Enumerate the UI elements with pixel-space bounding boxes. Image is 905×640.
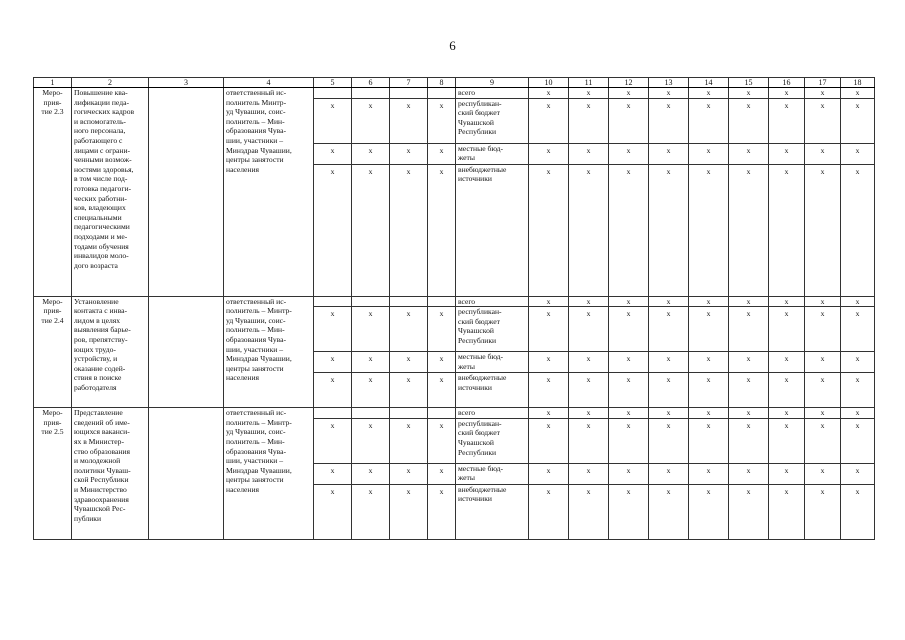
cell-col-18: x bbox=[841, 143, 875, 164]
cell-col-14: x bbox=[689, 352, 729, 373]
cell-col-15: x bbox=[729, 408, 769, 419]
cell-col-6 bbox=[352, 408, 390, 419]
cell-col-6 bbox=[352, 296, 390, 307]
funding-source-label: внебюджетные источники bbox=[456, 484, 529, 539]
cell-col-15: x bbox=[729, 463, 769, 484]
cell-col-17: x bbox=[805, 418, 841, 463]
cell-col-16: x bbox=[769, 484, 805, 539]
measure-3-source-row bbox=[34, 408, 875, 419]
measure-executors: ответственный ис- полнитель – Минтр- уд Чувашии, соис- полнитель – Мин- образования Чува- шии, участники – Минздрав Чувашии, центры занятости населения bbox=[224, 408, 314, 540]
cell-col-12: x bbox=[609, 484, 649, 539]
cell-col-8 bbox=[428, 408, 456, 419]
column-header-9: 9 bbox=[456, 78, 529, 88]
cell-col-18: x bbox=[841, 373, 875, 408]
measure-executors: ответственный ис- полнитель Минтр- уд Чувашии, соис- полнитель – Мин- образования Чува- шии, участники – Минздрав Чувашии, центры занятости населения bbox=[224, 88, 314, 297]
cell-col-16: x bbox=[769, 307, 805, 352]
cell-col-6: x bbox=[352, 373, 390, 408]
cell-col-16: x bbox=[769, 418, 805, 463]
cell-col-16: x bbox=[769, 88, 805, 99]
cell-col-14: x bbox=[689, 164, 729, 296]
cell-col-16: x bbox=[769, 98, 805, 143]
cell-col-11: x bbox=[569, 88, 609, 99]
funding-source-label: местные бюд- жеты bbox=[456, 463, 529, 484]
empty-column-3 bbox=[149, 296, 224, 408]
cell-col-5 bbox=[314, 296, 352, 307]
cell-col-8: x bbox=[428, 143, 456, 164]
funding-source-label: республикан- ский бюджет Чувашской Республики bbox=[456, 418, 529, 463]
cell-col-7 bbox=[390, 408, 428, 419]
cell-col-8: x bbox=[428, 463, 456, 484]
cell-col-10: x bbox=[529, 307, 569, 352]
cell-col-5 bbox=[314, 88, 352, 99]
cell-col-11: x bbox=[569, 484, 609, 539]
cell-col-18: x bbox=[841, 484, 875, 539]
cell-col-5 bbox=[314, 408, 352, 419]
cell-col-11: x bbox=[569, 307, 609, 352]
cell-col-5: x bbox=[314, 352, 352, 373]
cell-col-12: x bbox=[609, 352, 649, 373]
cell-col-17: x bbox=[805, 352, 841, 373]
measure-id: Меро- прия- тие 2.3 bbox=[34, 88, 72, 297]
column-header-15: 15 bbox=[729, 78, 769, 88]
cell-col-13: x bbox=[649, 98, 689, 143]
cell-col-11: x bbox=[569, 98, 609, 143]
cell-col-18: x bbox=[841, 418, 875, 463]
cell-col-18: x bbox=[841, 352, 875, 373]
cell-col-5: x bbox=[314, 98, 352, 143]
cell-col-5: x bbox=[314, 164, 352, 296]
column-header-11: 11 bbox=[569, 78, 609, 88]
column-header-10: 10 bbox=[529, 78, 569, 88]
cell-col-18: x bbox=[841, 463, 875, 484]
program-table bbox=[33, 77, 875, 540]
cell-col-7: x bbox=[390, 307, 428, 352]
measure-2-source-row bbox=[34, 296, 875, 307]
cell-col-8: x bbox=[428, 164, 456, 296]
cell-col-15: x bbox=[729, 484, 769, 539]
cell-col-17: x bbox=[805, 484, 841, 539]
cell-col-13: x bbox=[649, 143, 689, 164]
funding-source-label: всего bbox=[456, 88, 529, 99]
cell-col-13: x bbox=[649, 373, 689, 408]
cell-col-11: x bbox=[569, 463, 609, 484]
column-header-8: 8 bbox=[428, 78, 456, 88]
cell-col-8: x bbox=[428, 484, 456, 539]
cell-col-16: x bbox=[769, 296, 805, 307]
cell-col-11: x bbox=[569, 164, 609, 296]
cell-col-13: x bbox=[649, 352, 689, 373]
cell-col-6: x bbox=[352, 418, 390, 463]
funding-source-label: республикан- ский бюджет Чувашской Республики bbox=[456, 307, 529, 352]
column-number-row bbox=[34, 78, 875, 88]
cell-col-16: x bbox=[769, 143, 805, 164]
cell-col-16: x bbox=[769, 408, 805, 419]
page-number: 6 bbox=[449, 38, 456, 53]
cell-col-12: x bbox=[609, 98, 649, 143]
cell-col-10: x bbox=[529, 352, 569, 373]
cell-col-6: x bbox=[352, 484, 390, 539]
cell-col-15: x bbox=[729, 352, 769, 373]
cell-col-14: x bbox=[689, 296, 729, 307]
cell-col-5: x bbox=[314, 484, 352, 539]
empty-column-3 bbox=[149, 408, 224, 540]
cell-col-10: x bbox=[529, 463, 569, 484]
cell-col-14: x bbox=[689, 373, 729, 408]
cell-col-12: x bbox=[609, 88, 649, 99]
column-header-1: 1 bbox=[34, 78, 72, 88]
cell-col-15: x bbox=[729, 296, 769, 307]
cell-col-12: x bbox=[609, 307, 649, 352]
cell-col-11: x bbox=[569, 408, 609, 419]
cell-col-10: x bbox=[529, 143, 569, 164]
cell-col-18: x bbox=[841, 164, 875, 296]
column-header-16: 16 bbox=[769, 78, 805, 88]
cell-col-13: x bbox=[649, 164, 689, 296]
cell-col-15: x bbox=[729, 98, 769, 143]
cell-col-10: x bbox=[529, 98, 569, 143]
column-header-6: 6 bbox=[352, 78, 390, 88]
cell-col-17: x bbox=[805, 88, 841, 99]
funding-source-label: местные бюд- жеты bbox=[456, 352, 529, 373]
column-header-4: 4 bbox=[224, 78, 314, 88]
cell-col-6: x bbox=[352, 352, 390, 373]
cell-col-8 bbox=[428, 296, 456, 307]
cell-col-5: x bbox=[314, 307, 352, 352]
column-header-7: 7 bbox=[390, 78, 428, 88]
cell-col-6: x bbox=[352, 307, 390, 352]
cell-col-17: x bbox=[805, 408, 841, 419]
cell-col-8: x bbox=[428, 307, 456, 352]
cell-col-14: x bbox=[689, 98, 729, 143]
cell-col-12: x bbox=[609, 408, 649, 419]
cell-col-12: x bbox=[609, 373, 649, 408]
cell-col-7: x bbox=[390, 484, 428, 539]
empty-column-3 bbox=[149, 88, 224, 297]
cell-col-12: x bbox=[609, 296, 649, 307]
cell-col-17: x bbox=[805, 296, 841, 307]
cell-col-11: x bbox=[569, 352, 609, 373]
cell-col-7: x bbox=[390, 373, 428, 408]
measure-description: Повышение ква- лификации педа- гогических кадров и вспомогатель- ного персонала, работающего с лицами с ограни- ченными возмож- ностями здоровья, в том числе под- готовка педагоги- ческих работни- ков, владеющих специальными педагогическими подходами и ме- тодами обучения инвалидов моло- дого возраста bbox=[72, 88, 149, 297]
cell-col-10: x bbox=[529, 88, 569, 99]
cell-col-7: x bbox=[390, 352, 428, 373]
measure-1-source-row bbox=[34, 88, 875, 99]
column-header-18: 18 bbox=[841, 78, 875, 88]
measure-description: Установление контакта с инва- лидом в целях выявления барье- ров, препятству- ющих трудо- устройству, и оказание содей- ствия в поиске работодателя bbox=[72, 296, 149, 408]
cell-col-6: x bbox=[352, 143, 390, 164]
cell-col-18: x bbox=[841, 88, 875, 99]
cell-col-14: x bbox=[689, 143, 729, 164]
cell-col-11: x bbox=[569, 296, 609, 307]
funding-source-label: внебюджетные источники bbox=[456, 164, 529, 296]
cell-col-10: x bbox=[529, 296, 569, 307]
cell-col-18: x bbox=[841, 307, 875, 352]
cell-col-8: x bbox=[428, 352, 456, 373]
cell-col-13: x bbox=[649, 88, 689, 99]
cell-col-5: x bbox=[314, 143, 352, 164]
cell-col-10: x bbox=[529, 484, 569, 539]
cell-col-7: x bbox=[390, 164, 428, 296]
cell-col-12: x bbox=[609, 463, 649, 484]
measure-id: Меро- прия- тие 2.5 bbox=[34, 408, 72, 540]
cell-col-5: x bbox=[314, 418, 352, 463]
cell-col-6 bbox=[352, 88, 390, 99]
funding-source-label: местные бюд- жеты bbox=[456, 143, 529, 164]
cell-col-7: x bbox=[390, 463, 428, 484]
cell-col-8: x bbox=[428, 418, 456, 463]
cell-col-11: x bbox=[569, 143, 609, 164]
cell-col-16: x bbox=[769, 352, 805, 373]
cell-col-14: x bbox=[689, 418, 729, 463]
cell-col-13: x bbox=[649, 418, 689, 463]
cell-col-13: x bbox=[649, 296, 689, 307]
cell-col-18: x bbox=[841, 98, 875, 143]
cell-col-10: x bbox=[529, 373, 569, 408]
cell-col-8 bbox=[428, 88, 456, 99]
cell-col-15: x bbox=[729, 418, 769, 463]
funding-source-label: всего bbox=[456, 408, 529, 419]
cell-col-12: x bbox=[609, 164, 649, 296]
cell-col-15: x bbox=[729, 307, 769, 352]
funding-source-label: всего bbox=[456, 296, 529, 307]
measure-id: Меро- прия- тие 2.4 bbox=[34, 296, 72, 408]
cell-col-10: x bbox=[529, 408, 569, 419]
cell-col-18: x bbox=[841, 408, 875, 419]
cell-col-12: x bbox=[609, 418, 649, 463]
cell-col-15: x bbox=[729, 88, 769, 99]
cell-col-17: x bbox=[805, 143, 841, 164]
cell-col-15: x bbox=[729, 143, 769, 164]
column-header-13: 13 bbox=[649, 78, 689, 88]
cell-col-14: x bbox=[689, 463, 729, 484]
column-header-17: 17 bbox=[805, 78, 841, 88]
column-header-5: 5 bbox=[314, 78, 352, 88]
cell-col-15: x bbox=[729, 164, 769, 296]
cell-col-14: x bbox=[689, 307, 729, 352]
funding-source-label: внебюджетные источники bbox=[456, 373, 529, 408]
column-header-2: 2 bbox=[72, 78, 149, 88]
cell-col-14: x bbox=[689, 484, 729, 539]
cell-col-12: x bbox=[609, 143, 649, 164]
cell-col-11: x bbox=[569, 373, 609, 408]
cell-col-16: x bbox=[769, 463, 805, 484]
cell-col-7: x bbox=[390, 418, 428, 463]
column-header-12: 12 bbox=[609, 78, 649, 88]
cell-col-14: x bbox=[689, 408, 729, 419]
cell-col-16: x bbox=[769, 373, 805, 408]
cell-col-6: x bbox=[352, 463, 390, 484]
cell-col-6: x bbox=[352, 98, 390, 143]
cell-col-10: x bbox=[529, 164, 569, 296]
cell-col-7 bbox=[390, 296, 428, 307]
cell-col-13: x bbox=[649, 463, 689, 484]
measure-description: Представление сведений об име- ющихся ваканси- ях в Министер- ство образования и молодежной политики Чуваш- ской Республики и Министерство здравоохранения Чувашской Рес- публики bbox=[72, 408, 149, 540]
cell-col-11: x bbox=[569, 418, 609, 463]
column-header-14: 14 bbox=[689, 78, 729, 88]
cell-col-7: x bbox=[390, 98, 428, 143]
column-header-3: 3 bbox=[149, 78, 224, 88]
cell-col-8: x bbox=[428, 373, 456, 408]
cell-col-15: x bbox=[729, 373, 769, 408]
cell-col-16: x bbox=[769, 164, 805, 296]
cell-col-8: x bbox=[428, 98, 456, 143]
cell-col-17: x bbox=[805, 98, 841, 143]
cell-col-18: x bbox=[841, 296, 875, 307]
cell-col-13: x bbox=[649, 408, 689, 419]
cell-col-17: x bbox=[805, 307, 841, 352]
cell-col-10: x bbox=[529, 418, 569, 463]
cell-col-7 bbox=[390, 88, 428, 99]
cell-col-17: x bbox=[805, 373, 841, 408]
cell-col-13: x bbox=[649, 484, 689, 539]
cell-col-17: x bbox=[805, 463, 841, 484]
funding-source-label: республикан- ский бюджет Чувашской Республики bbox=[456, 98, 529, 143]
cell-col-5: x bbox=[314, 373, 352, 408]
cell-col-14: x bbox=[689, 88, 729, 99]
cell-col-13: x bbox=[649, 307, 689, 352]
measure-executors: ответственный ис- полнитель – Минтр- уд Чувашии, соис- полнитель – Мин- образования Чува- шии, участники – Минздрав Чувашии, центры занятости населения bbox=[224, 296, 314, 408]
cell-col-17: x bbox=[805, 164, 841, 296]
table-body bbox=[34, 88, 875, 540]
cell-col-5: x bbox=[314, 463, 352, 484]
cell-col-6: x bbox=[352, 164, 390, 296]
cell-col-7: x bbox=[390, 143, 428, 164]
